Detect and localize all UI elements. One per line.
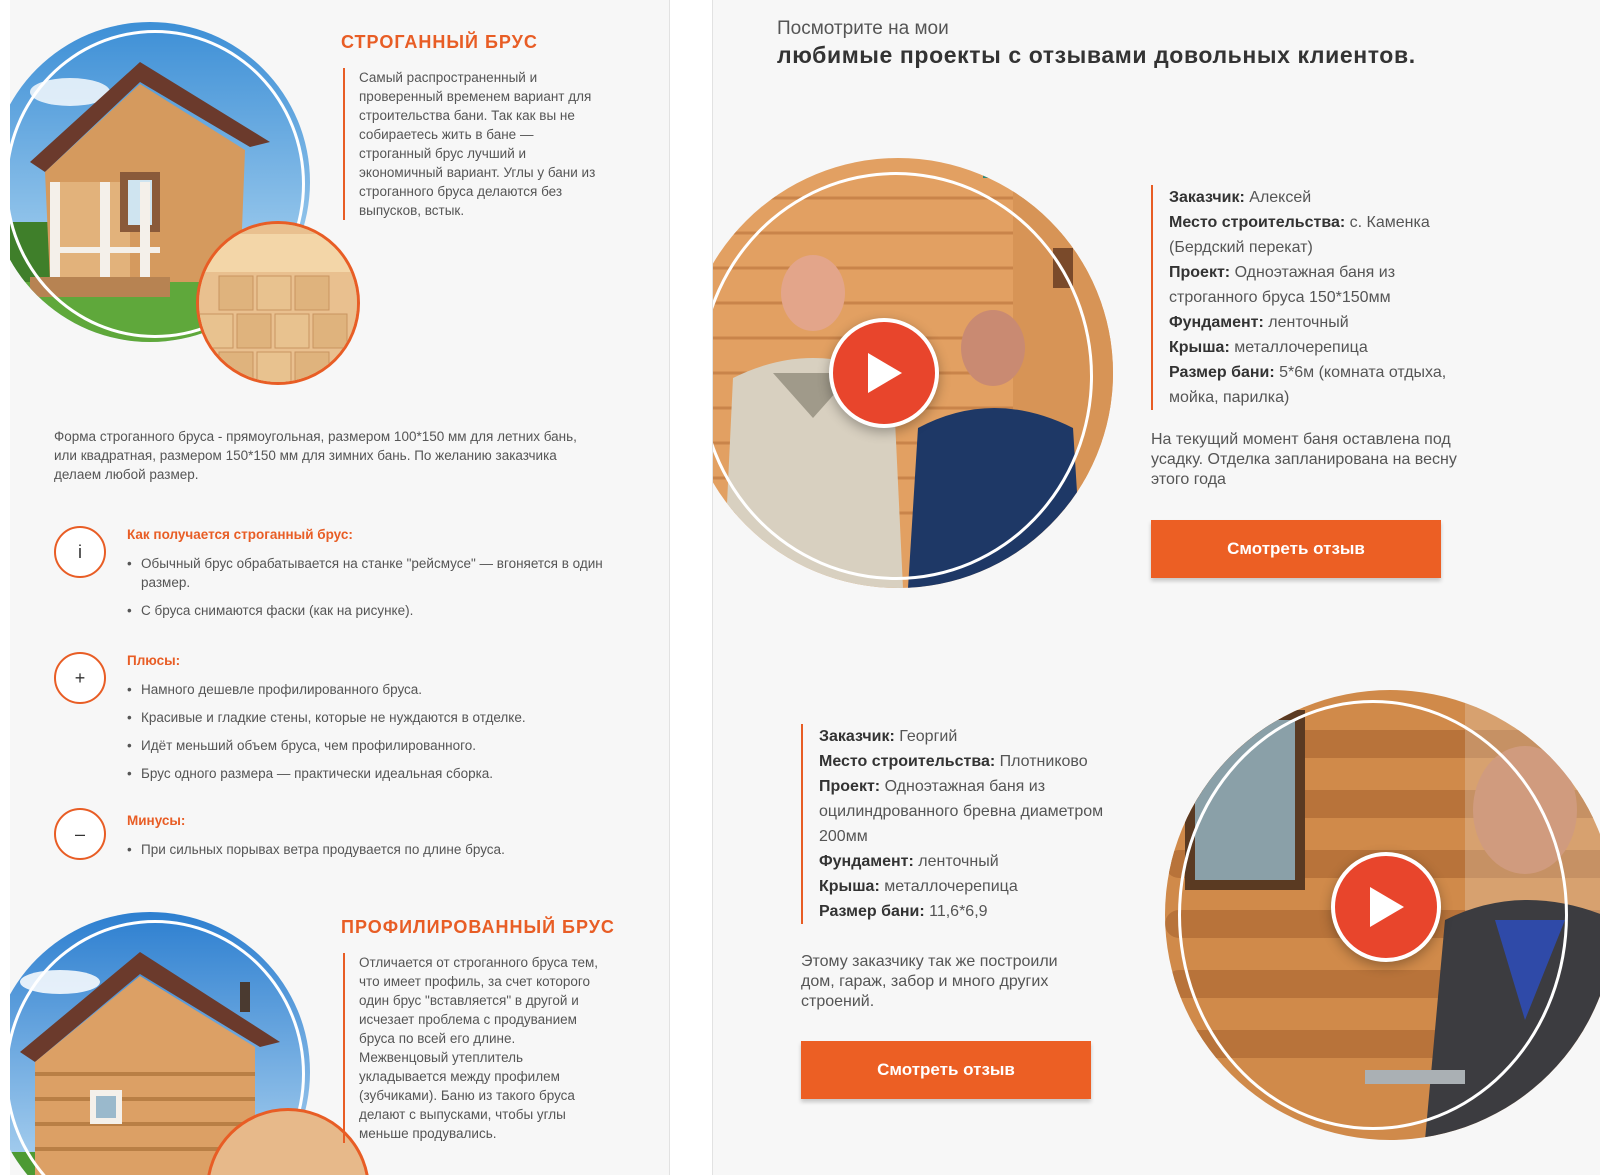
review-note-1: На текущий момент баня оставлена под усадку. Отделка запланирована на весну этого года xyxy=(1151,431,1457,488)
list-item: • Красивые и гладкие стены, которые не нуждаются в отделке. xyxy=(127,708,627,727)
planed-timber-quote: Самый распространенный и проверенный временем вариант для строительства бани. Так как вы не собираетесь жить в бане — строганный брус лучший и экономичный вариант. Углы у бани из строганного бруса делаются без выпусков, встык. xyxy=(343,68,603,220)
review-note-2: Этому заказчику так же построили дом, гараж, забор и много других строений. xyxy=(801,953,1058,1010)
review-row: Крыша: металлочерепица xyxy=(819,878,1018,895)
play-icon xyxy=(864,351,904,395)
feature-heading-pros: Плюсы: xyxy=(127,653,181,668)
review-row: Заказчик: Георгий xyxy=(819,728,958,745)
review-row: Фундамент: ленточный xyxy=(1169,314,1349,331)
profiled-timber-quote: Отличается от строганного бруса тем, что имеет профиль, за счет которого один брус "вставляется" в другой и исчезает проблема с продуванием бруса по всей его длине. Межвенцовый утеплитель укладывается между профилем (зубчиками). Баню из такого бруса делают с выпусками, чтобы углы меньше продувались. xyxy=(343,953,608,1143)
watch-review-button-2[interactable]: Смотреть отзыв xyxy=(801,1041,1091,1099)
planed-timber-description: Форма строганного бруса - прямоугольная, размером 100*150 мм для летних бань, или квадратная, размером 150*150 мм для зимних бань. По желанию заказчика делаем любой размер. xyxy=(54,429,577,482)
section-title-planed-timber: СТРОГАННЫЙ БРУС xyxy=(341,32,538,52)
play-icon xyxy=(1366,885,1406,929)
review-row: Размер бани: 11,6*6,9 xyxy=(819,903,988,920)
play-video-button-1[interactable] xyxy=(829,318,939,428)
review-row: Место строительства: с. Каменка (Бердский перекат) xyxy=(1169,214,1430,256)
list-item: • Брус одного размера — практически идеальная сборка. xyxy=(127,764,627,783)
list-item: • Идёт меньший объем бруса, чем профилированного. xyxy=(127,736,627,755)
feature-list-pros xyxy=(127,680,627,792)
timber-photo-1 xyxy=(196,221,360,385)
review-row: Размер бани: 5*6м (комната отдыха, мойка, парилка) xyxy=(1169,364,1447,406)
watch-review-button-1[interactable]: Смотреть отзыв xyxy=(1151,520,1441,578)
review-details-2 xyxy=(801,724,1131,924)
minus-icon: – xyxy=(54,808,106,860)
review-row: Фундамент: ленточный xyxy=(819,853,999,870)
review-row: Место строительства: Плотниково xyxy=(819,753,1088,770)
feature-heading-how-made: Как получается строганный брус: xyxy=(127,527,353,542)
reviews-heading: любимые проекты с отзывами довольных клиентов. xyxy=(777,42,1416,68)
review-row: Заказчик: Алексей xyxy=(1169,189,1312,206)
right-panel xyxy=(712,0,1600,1175)
review-row: Проект: Одноэтажная баня из оцилиндрованного бревна диаметром 200мм xyxy=(819,778,1104,845)
feature-list-how-made xyxy=(127,554,607,629)
reviews-subtitle: Посмотрите на мои xyxy=(777,18,949,39)
list-item: • При сильных порывах ветра продувается по длине бруса. xyxy=(127,840,627,859)
panel-gap xyxy=(670,0,712,1175)
info-icon: i xyxy=(54,526,106,578)
feature-heading-cons: Минусы: xyxy=(127,813,186,828)
review-details-1 xyxy=(1151,185,1461,410)
play-video-button-2[interactable] xyxy=(1331,852,1441,962)
plus-icon: + xyxy=(54,652,106,704)
review-row: Проект: Одноэтажная баня из строганного бруса 150*150мм xyxy=(1169,264,1396,306)
list-item: • Намного дешевле профилированного бруса. xyxy=(127,680,627,699)
review-row: Крыша: металлочерепица xyxy=(1169,339,1368,356)
section-title-profiled-timber: ПРОФИЛИРОВАННЫЙ БРУС xyxy=(341,917,615,937)
list-item: • Обычный брус обрабатывается на станке "рейсмусе" — вгоняется в один размер. xyxy=(127,554,607,592)
list-item: • С бруса снимаются фаски (как на рисунке). xyxy=(127,601,607,620)
left-panel xyxy=(10,0,670,1175)
feature-list-cons xyxy=(127,840,627,868)
